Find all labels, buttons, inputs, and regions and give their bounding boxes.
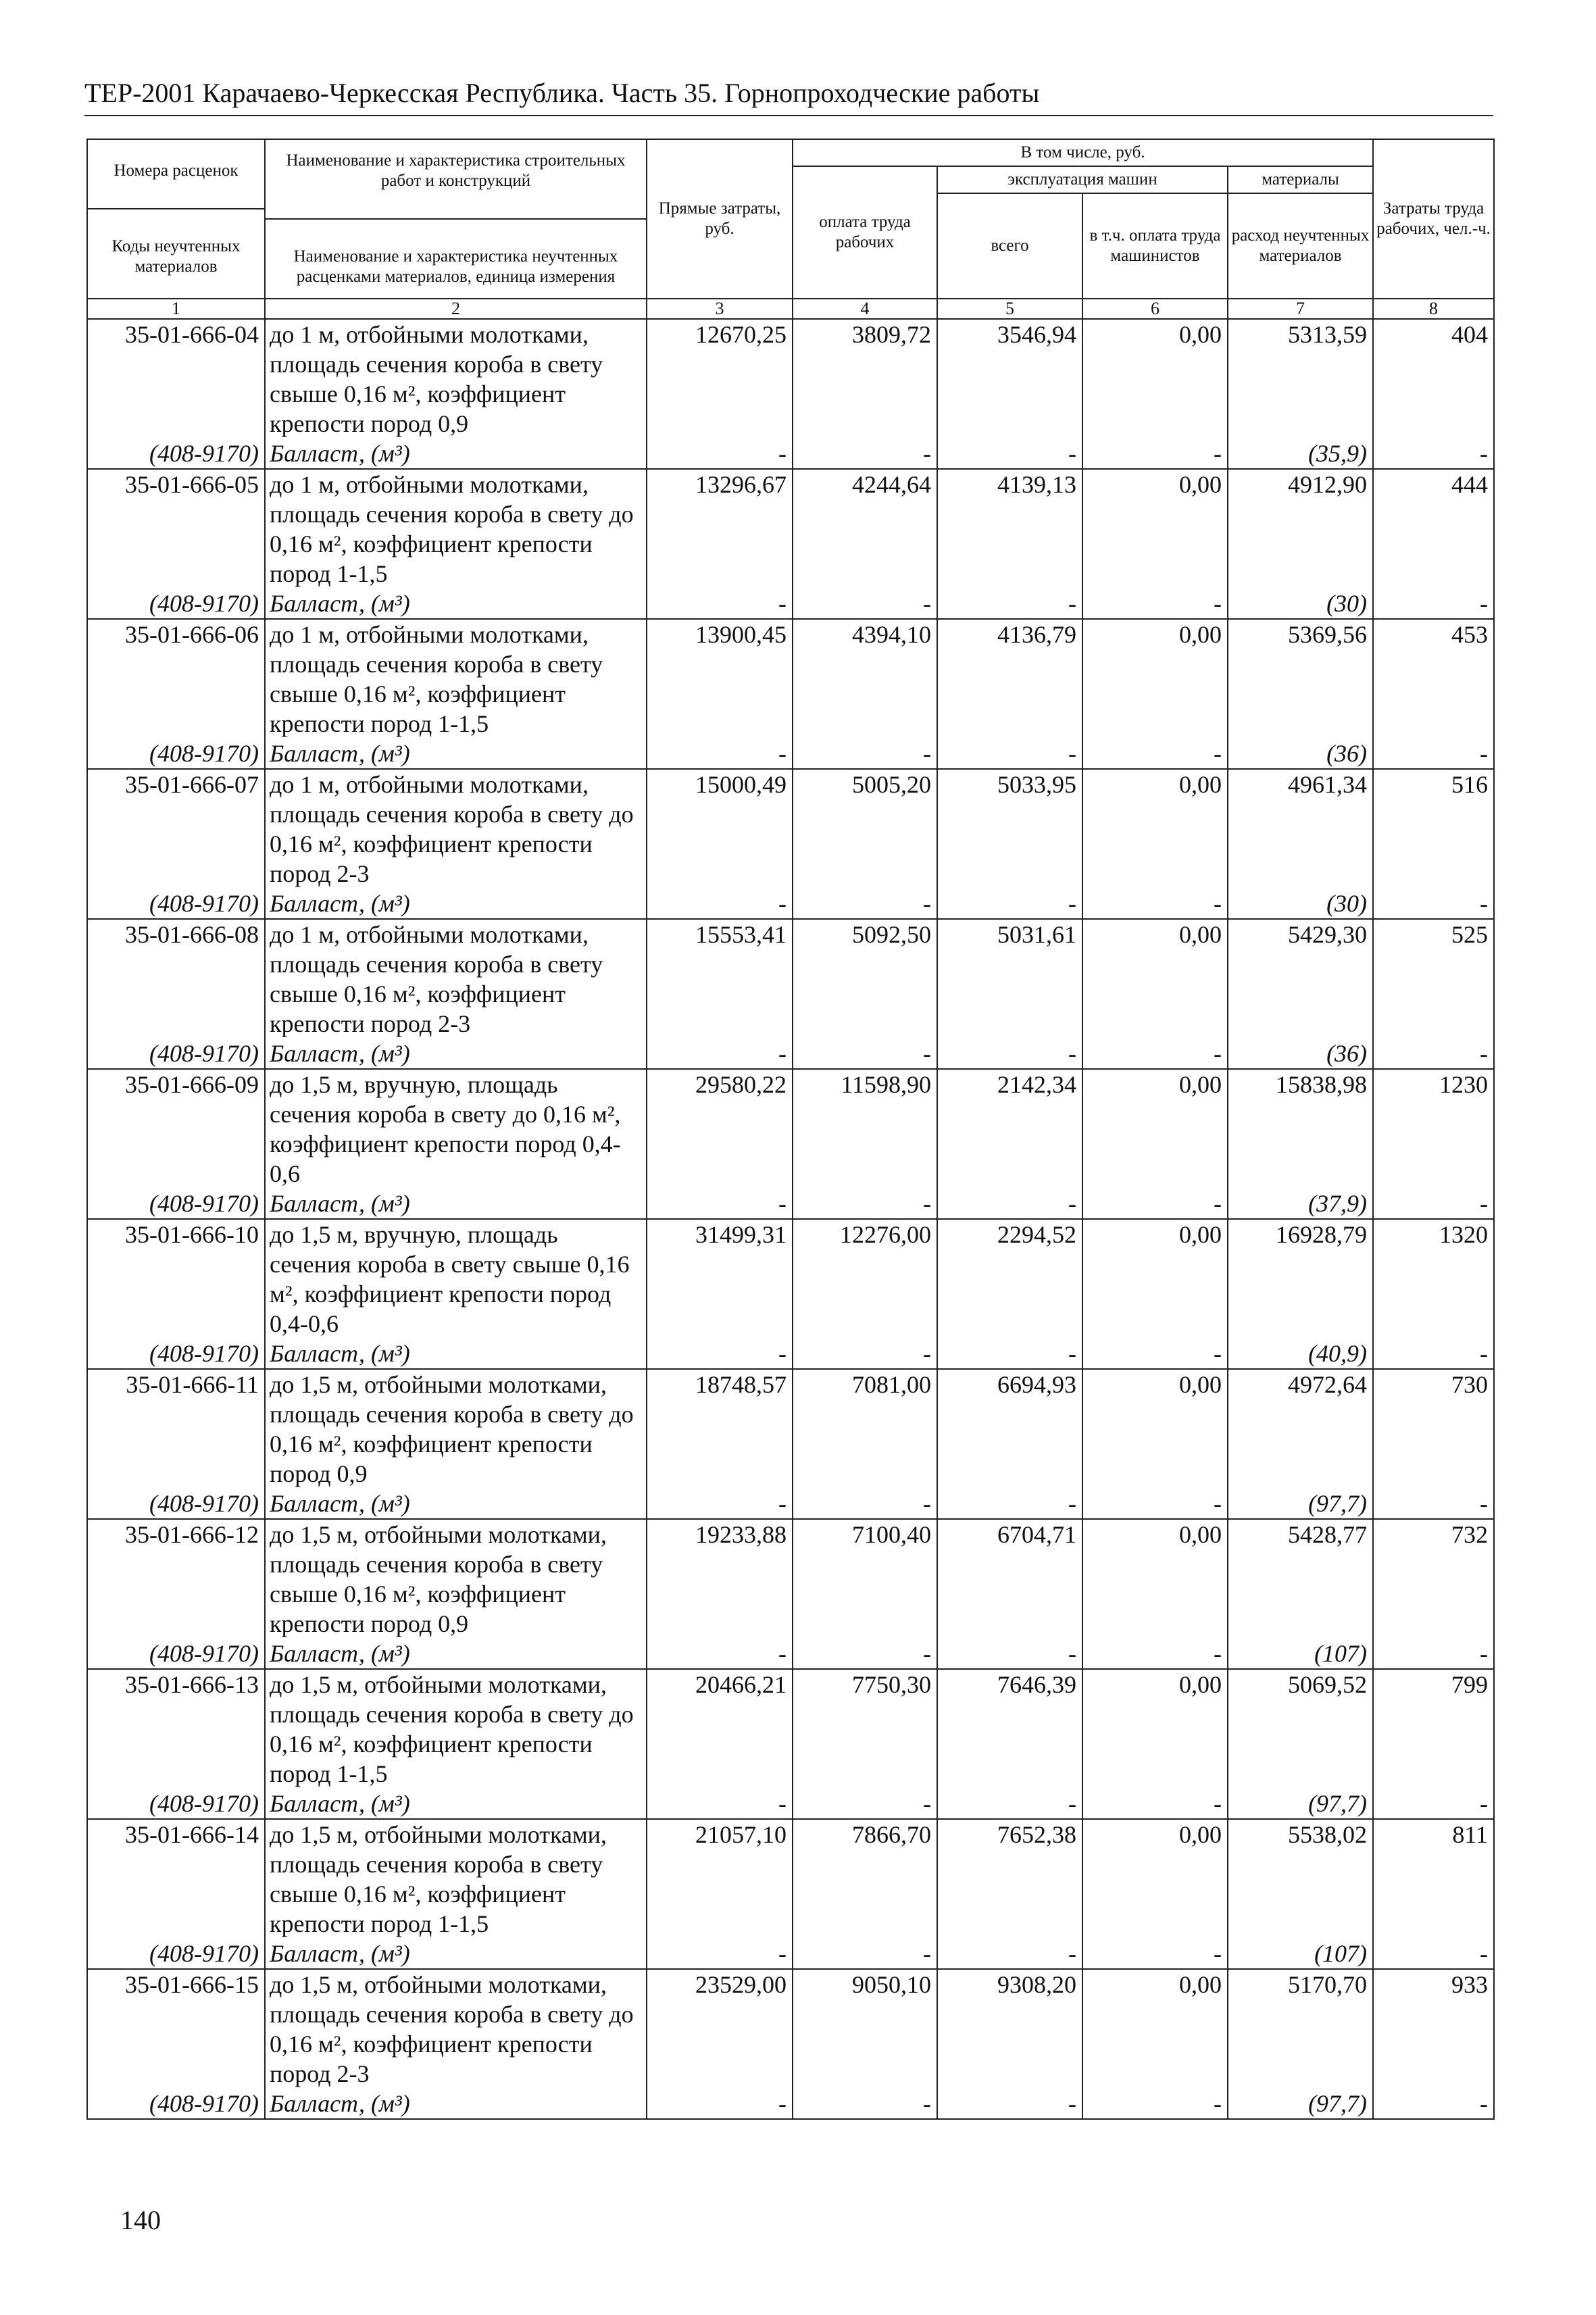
direct-costs: 21057,10 [647, 1819, 793, 1939]
rates-table [86, 139, 1495, 2120]
material-code: (408-9170) [87, 1639, 265, 1669]
sub-labor-hours: - [1373, 439, 1494, 469]
material-code: (408-9170) [87, 1339, 265, 1369]
sub-machine-total: - [937, 1939, 1082, 1969]
machine-total: 5033,95 [937, 769, 1082, 889]
sub-worker-pay: - [793, 1339, 937, 1369]
sub-machine-total: - [937, 1189, 1082, 1219]
materials-cost: 4972,64 [1228, 1369, 1373, 1489]
rate-description: до 1,5 м, отбойными молотками, площадь сечения короба в свету свыше 0,16 м², коэффициент крепости пород 1-1,5 [265, 1819, 647, 1939]
sub-direct-costs: - [647, 2089, 793, 2119]
sub-labor-hours: - [1373, 1639, 1494, 1669]
material-quantity: (97,7) [1228, 1489, 1373, 1519]
material-row [87, 589, 1494, 619]
rate-description: до 1,5 м, отбойными молотками, площадь сечения короба в свету до 0,16 м², коэффициент крепости пород 1-1,5 [265, 1669, 647, 1789]
machine-total: 3546,94 [937, 319, 1082, 439]
rate-code: 35-01-666-08 [87, 919, 265, 1039]
sub-operator-pay: - [1082, 589, 1228, 619]
sub-direct-costs: - [647, 1789, 793, 1819]
material-code: (408-9170) [87, 1489, 265, 1519]
labor-hours: 444 [1373, 469, 1494, 589]
rate-code: 35-01-666-12 [87, 1519, 265, 1639]
machine-total: 4139,13 [937, 469, 1082, 589]
material-quantity: (97,7) [1228, 1789, 1373, 1819]
material-name: Балласт, (м³) [265, 1039, 647, 1069]
materials-cost: 5069,52 [1228, 1669, 1373, 1789]
sub-labor-hours: - [1373, 1939, 1494, 1969]
rate-description: до 1,5 м, отбойными молотками, площадь сечения короба в свету до 0,16 м², коэффициент крепости пород 2-3 [265, 1969, 647, 2089]
sub-labor-hours: - [1373, 589, 1494, 619]
material-code: (408-9170) [87, 589, 265, 619]
column-number: 8 [1373, 299, 1494, 319]
table-row [87, 319, 1494, 439]
rate-code: 35-01-666-09 [87, 1069, 265, 1189]
operator-pay: 0,00 [1082, 769, 1228, 889]
material-row [87, 1039, 1494, 1069]
column-numbers-row [87, 299, 1494, 319]
labor-hours: 1320 [1373, 1219, 1494, 1339]
sub-worker-pay: - [793, 739, 937, 769]
material-code: (408-9170) [87, 739, 265, 769]
rate-description: до 1,5 м, вручную, площадь сечения короба в свету свыше 0,16 м², коэффициент крепости пород 0,4-0,6 [265, 1219, 647, 1339]
sub-worker-pay: - [793, 1639, 937, 1669]
material-code: (408-9170) [87, 1189, 265, 1219]
labor-hours: 404 [1373, 319, 1494, 439]
rate-description: до 1 м, отбойными молотками, площадь сечения короба в свету свыше 0,16 м², коэффициент крепости пород 2-3 [265, 919, 647, 1039]
material-quantity: (36) [1228, 1039, 1373, 1069]
sub-labor-hours: - [1373, 1489, 1494, 1519]
material-name: Балласт, (м³) [265, 1189, 647, 1219]
machine-total: 7646,39 [937, 1669, 1082, 1789]
materials-cost: 5369,56 [1228, 619, 1373, 739]
material-row [87, 1939, 1494, 1969]
sub-machine-total: - [937, 1489, 1082, 1519]
rate-code: 35-01-666-15 [87, 1969, 265, 2089]
sub-worker-pay: - [793, 1039, 937, 1069]
sub-machine-total: - [937, 1639, 1082, 1669]
sub-direct-costs: - [647, 1189, 793, 1219]
header-material-name: Наименование и характеристика неучтенных расценками материалов, единица измерения [293, 247, 618, 286]
sub-worker-pay: - [793, 439, 937, 469]
rate-code: 35-01-666-14 [87, 1819, 265, 1939]
sub-direct-costs: - [647, 1639, 793, 1669]
sub-direct-costs: - [647, 1489, 793, 1519]
header-including: В том числе, руб. [793, 139, 1373, 166]
rate-code: 35-01-666-11 [87, 1369, 265, 1489]
material-row [87, 1189, 1494, 1219]
material-name: Балласт, (м³) [265, 1639, 647, 1669]
table-row [87, 769, 1494, 889]
sub-operator-pay: - [1082, 1039, 1228, 1069]
sub-direct-costs: - [647, 1339, 793, 1369]
rate-description: до 1 м, отбойными молотками, площадь сечения короба в свету свыше 0,16 м², коэффициент крепости пород 0,9 [265, 319, 647, 439]
direct-costs: 15000,49 [647, 769, 793, 889]
sub-machine-total: - [937, 1789, 1082, 1819]
worker-pay: 7750,30 [793, 1669, 937, 1789]
materials-cost: 5538,02 [1228, 1819, 1373, 1939]
table-row [87, 1219, 1494, 1339]
sub-worker-pay: - [793, 1189, 937, 1219]
column-number: 5 [937, 299, 1082, 319]
operator-pay: 0,00 [1082, 1219, 1228, 1339]
machine-total: 2294,52 [937, 1219, 1082, 1339]
material-code: (408-9170) [87, 1039, 265, 1069]
sub-direct-costs: - [647, 439, 793, 469]
materials-cost: 15838,98 [1228, 1069, 1373, 1189]
header-labor-hours: Затраты труда рабочих, чел.-ч. [1373, 139, 1494, 299]
material-quantity: (35,9) [1228, 439, 1373, 469]
sub-machine-total: - [937, 589, 1082, 619]
table-row [87, 619, 1494, 739]
operator-pay: 0,00 [1082, 469, 1228, 589]
sub-labor-hours: - [1373, 2089, 1494, 2119]
labor-hours: 525 [1373, 919, 1494, 1039]
material-name: Балласт, (м³) [265, 439, 647, 469]
direct-costs: 18748,57 [647, 1369, 793, 1489]
direct-costs: 19233,88 [647, 1519, 793, 1639]
material-name: Балласт, (м³) [265, 889, 647, 919]
column-number: 2 [265, 299, 647, 319]
sub-machine-total: - [937, 1339, 1082, 1369]
header-unaccounted-materials: расход неучтенных материалов [1228, 193, 1373, 299]
labor-hours: 732 [1373, 1519, 1494, 1639]
table-header [87, 139, 1494, 319]
material-code: (408-9170) [87, 1939, 265, 1969]
worker-pay: 5092,50 [793, 919, 937, 1039]
material-row [87, 889, 1494, 919]
material-code: (408-9170) [87, 439, 265, 469]
rate-description: до 1 м, отбойными молотками, площадь сечения короба в свету свыше 0,16 м², коэффициент крепости пород 1-1,5 [265, 619, 647, 739]
operator-pay: 0,00 [1082, 1819, 1228, 1939]
sub-worker-pay: - [793, 2089, 937, 2119]
material-name: Балласт, (м³) [265, 1789, 647, 1819]
machine-total: 5031,61 [937, 919, 1082, 1039]
header-worker-pay: оплата труда рабочих [793, 166, 937, 299]
column-number: 7 [1228, 299, 1373, 319]
column-number: 4 [793, 299, 937, 319]
sub-labor-hours: - [1373, 739, 1494, 769]
material-row [87, 2089, 1494, 2119]
rate-description: до 1 м, отбойными молотками, площадь сечения короба в свету до 0,16 м², коэффициент крепости пород 1-1,5 [265, 469, 647, 589]
sub-operator-pay: - [1082, 1339, 1228, 1369]
sub-machine-total: - [937, 439, 1082, 469]
material-quantity: (36) [1228, 739, 1373, 769]
rate-code: 35-01-666-04 [87, 319, 265, 439]
material-code: (408-9170) [87, 1789, 265, 1819]
rate-code: 35-01-666-06 [87, 619, 265, 739]
materials-cost: 5429,30 [1228, 919, 1373, 1039]
sub-operator-pay: - [1082, 1489, 1228, 1519]
machine-total: 9308,20 [937, 1969, 1082, 2089]
material-row [87, 739, 1494, 769]
materials-cost: 5313,59 [1228, 319, 1373, 439]
sub-worker-pay: - [793, 1489, 937, 1519]
materials-cost: 5428,77 [1228, 1519, 1373, 1639]
operator-pay: 0,00 [1082, 919, 1228, 1039]
page-header: ТЕР-2001 Карачаево-Черкесская Республика. Часть 35. Горнопроходческие работы [84, 76, 1493, 116]
material-quantity: (97,7) [1228, 2089, 1373, 2119]
rate-description: до 1,5 м, отбойными молотками, площадь сечения короба в свету до 0,16 м², коэффициент крепости пород 0,9 [265, 1369, 647, 1489]
sub-direct-costs: - [647, 739, 793, 769]
sub-worker-pay: - [793, 589, 937, 619]
worker-pay: 12276,00 [793, 1219, 937, 1339]
column-number: 1 [87, 299, 265, 319]
machine-total: 4136,79 [937, 619, 1082, 739]
material-name: Балласт, (м³) [265, 2089, 647, 2119]
labor-hours: 730 [1373, 1369, 1494, 1489]
material-name: Балласт, (м³) [265, 1339, 647, 1369]
material-quantity: (40,9) [1228, 1339, 1373, 1369]
material-name: Балласт, (м³) [265, 1939, 647, 1969]
labor-hours: 453 [1373, 619, 1494, 739]
sub-machine-total: - [937, 889, 1082, 919]
worker-pay: 7100,40 [793, 1519, 937, 1639]
sub-operator-pay: - [1082, 2089, 1228, 2119]
header-direct-costs: Прямые затраты, руб. [647, 139, 793, 299]
table-body [87, 319, 1494, 2119]
header-machine-operation: эксплуатация машин [937, 166, 1228, 193]
direct-costs: 31499,31 [647, 1219, 793, 1339]
rate-code: 35-01-666-10 [87, 1219, 265, 1339]
direct-costs: 13900,45 [647, 619, 793, 739]
material-code: (408-9170) [87, 2089, 265, 2119]
rate-code: 35-01-666-13 [87, 1669, 265, 1789]
sub-operator-pay: - [1082, 1189, 1228, 1219]
sub-labor-hours: - [1373, 889, 1494, 919]
sub-direct-costs: - [647, 1939, 793, 1969]
sub-machine-total: - [937, 1039, 1082, 1069]
direct-costs: 29580,22 [647, 1069, 793, 1189]
operator-pay: 0,00 [1082, 1669, 1228, 1789]
worker-pay: 9050,10 [793, 1969, 937, 2089]
header-work-name: Наименование и характеристика строительных работ и конструкций Наименование и характеристика неучтенных расценками материалов, единица измерения [265, 139, 647, 299]
machine-total: 2142,34 [937, 1069, 1082, 1189]
labor-hours: 516 [1373, 769, 1494, 889]
sub-operator-pay: - [1082, 1939, 1228, 1969]
table-row [87, 919, 1494, 1039]
machine-total: 6704,71 [937, 1519, 1082, 1639]
sub-machine-total: - [937, 739, 1082, 769]
worker-pay: 11598,90 [793, 1069, 937, 1189]
labor-hours: 933 [1373, 1969, 1494, 2089]
rate-description: до 1,5 м, отбойными молотками, площадь сечения короба в свету свыше 0,16 м², коэффициент крепости пород 0,9 [265, 1519, 647, 1639]
direct-costs: 23529,00 [647, 1969, 793, 2089]
direct-costs: 13296,67 [647, 469, 793, 589]
direct-costs: 15553,41 [647, 919, 793, 1039]
sub-operator-pay: - [1082, 889, 1228, 919]
sub-labor-hours: - [1373, 1789, 1494, 1819]
materials-cost: 16928,79 [1228, 1219, 1373, 1339]
table-row [87, 1669, 1494, 1789]
rate-description: до 1 м, отбойными молотками, площадь сечения короба в свету до 0,16 м², коэффициент крепости пород 2-3 [265, 769, 647, 889]
direct-costs: 20466,21 [647, 1669, 793, 1789]
machine-total: 7652,38 [937, 1819, 1082, 1939]
labor-hours: 799 [1373, 1669, 1494, 1789]
table-row [87, 1819, 1494, 1939]
table-row [87, 1969, 1494, 2089]
sub-operator-pay: - [1082, 1639, 1228, 1669]
header-materials: материалы [1228, 166, 1373, 193]
sub-direct-costs: - [647, 1039, 793, 1069]
sub-direct-costs: - [647, 889, 793, 919]
sub-operator-pay: - [1082, 739, 1228, 769]
material-name: Балласт, (м³) [265, 1489, 647, 1519]
material-row [87, 439, 1494, 469]
rate-description: до 1,5 м, вручную, площадь сечения короба в свету до 0,16 м², коэффициент крепости пород 0,4-0,6 [265, 1069, 647, 1189]
worker-pay: 4394,10 [793, 619, 937, 739]
material-row [87, 1789, 1494, 1819]
sub-worker-pay: - [793, 1939, 937, 1969]
table-row [87, 469, 1494, 589]
sub-operator-pay: - [1082, 1789, 1228, 1819]
material-name: Балласт, (м³) [265, 589, 647, 619]
sub-labor-hours: - [1373, 1039, 1494, 1069]
sub-machine-total: - [937, 2089, 1082, 2119]
machine-total: 6694,93 [937, 1369, 1082, 1489]
sub-worker-pay: - [793, 1789, 937, 1819]
direct-costs: 12670,25 [647, 319, 793, 439]
sub-labor-hours: - [1373, 1189, 1494, 1219]
header-rate-number: Номера расценок Коды неучтенных материалов [87, 139, 265, 299]
material-quantity: (30) [1228, 889, 1373, 919]
operator-pay: 0,00 [1082, 319, 1228, 439]
worker-pay: 5005,20 [793, 769, 937, 889]
material-quantity: (30) [1228, 589, 1373, 619]
material-code: (408-9170) [87, 889, 265, 919]
column-number: 6 [1082, 299, 1228, 319]
operator-pay: 0,00 [1082, 619, 1228, 739]
rate-code: 35-01-666-05 [87, 469, 265, 589]
worker-pay: 3809,72 [793, 319, 937, 439]
materials-cost: 5170,70 [1228, 1969, 1373, 2089]
material-quantity: (107) [1228, 1639, 1373, 1669]
table-row [87, 1519, 1494, 1639]
worker-pay: 7081,00 [793, 1369, 937, 1489]
rate-code: 35-01-666-07 [87, 769, 265, 889]
header-operator-pay: в т.ч. оплата труда машинистов [1082, 193, 1228, 299]
page-number: 140 [120, 2205, 161, 2235]
sub-direct-costs: - [647, 589, 793, 619]
table-row [87, 1069, 1494, 1189]
operator-pay: 0,00 [1082, 1369, 1228, 1489]
table-row [87, 1369, 1494, 1489]
operator-pay: 0,00 [1082, 1069, 1228, 1189]
material-quantity: (107) [1228, 1939, 1373, 1969]
labor-hours: 1230 [1373, 1069, 1494, 1189]
material-row [87, 1489, 1494, 1519]
material-quantity: (37,9) [1228, 1189, 1373, 1219]
sub-operator-pay: - [1082, 439, 1228, 469]
materials-cost: 4912,90 [1228, 469, 1373, 589]
operator-pay: 0,00 [1082, 1969, 1228, 2089]
worker-pay: 7866,70 [793, 1819, 937, 1939]
operator-pay: 0,00 [1082, 1519, 1228, 1639]
material-row [87, 1339, 1494, 1369]
materials-cost: 4961,34 [1228, 769, 1373, 889]
column-number: 3 [647, 299, 793, 319]
worker-pay: 4244,64 [793, 469, 937, 589]
sub-worker-pay: - [793, 889, 937, 919]
material-name: Балласт, (м³) [265, 739, 647, 769]
header-material-codes: Коды неучтенных материалов [111, 237, 241, 276]
header-machine-total: всего [937, 193, 1082, 299]
material-row [87, 1639, 1494, 1669]
sub-labor-hours: - [1373, 1339, 1494, 1369]
labor-hours: 811 [1373, 1819, 1494, 1939]
